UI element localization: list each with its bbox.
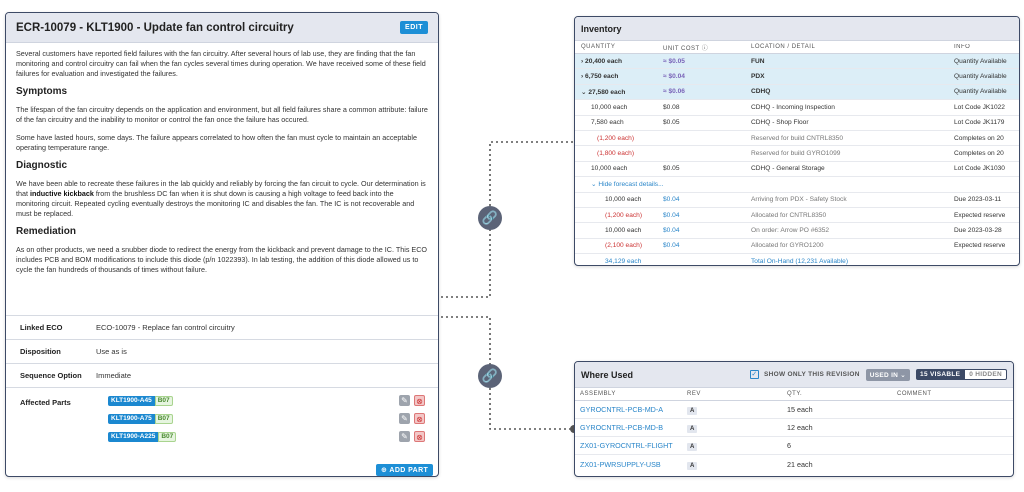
assembly-link[interactable]: GYROCNTRL-PCB-MD-A: [580, 405, 664, 414]
sequence-value: Immediate: [96, 371, 132, 380]
chevron-down-icon: ⌄: [900, 371, 907, 379]
ecr-meta: [6, 315, 438, 477]
assembly-link[interactable]: GYROCNTRL-PCB-MD-B: [580, 423, 664, 432]
symptoms-heading: Symptoms: [16, 86, 68, 97]
where-used-table-header: ASSEMBLY REV QTY. COMMENT: [575, 388, 1013, 401]
table-row: GYROCNTRL-PCB-MD-A A 15 each: [575, 401, 1013, 419]
symptoms-text: The lifespan of the fan circuitry depends on the application and environment, but all field failures share a common attribute: failure of the fan circuitry and the inability to monitor or control the fan once the failure has occured.: [16, 105, 428, 124]
assembly-link[interactable]: ZX01-GYROCNTRL-FLIGHT: [580, 441, 673, 450]
forecast-row: (2,100 each) $0.04 Allocated for GYRO1200 Expected reserve: [575, 239, 1019, 254]
diagnostic-text: We have been able to recreate these failures in the lab quickly and reliably by forcing the fan circuit to cycle. Our determination is that inductive kickback from the brushless DC fan when it is shut down is causing a high voltage to feed back into the monitoring circuit. Repeated cycling eventually destroys the monitoring IC and disables the fan. The IC is not recoverable and must be replaced.: [16, 179, 426, 218]
link-icon: 🔗: [478, 206, 502, 230]
inventory-row: (1,800 each) Reserved for build GYRO1099 Completes on 20: [575, 146, 1019, 161]
visible-count-toggle[interactable]: 15 VISABLE: [916, 369, 964, 380]
where-used-title: Where Used: [581, 369, 634, 380]
edit-icon[interactable]: ✎: [399, 431, 410, 442]
disposition-value: Use as is: [96, 347, 127, 356]
inventory-row[interactable]: ⌄ 27,580 each ≈ $0.06 CDHQ Quantity Available: [575, 85, 1019, 100]
inventory-row[interactable]: › 6,750 each ≈ $0.04 PDX Quantity Available: [575, 69, 1019, 84]
remediation-heading: Remediation: [16, 226, 77, 237]
edit-button[interactable]: EDIT: [400, 21, 428, 34]
where-used-header: [575, 362, 1013, 388]
intro-text: Several customers have reported field failures with the fan circuitry. After several hours of lab use, they are finding that the fan monitoring and control circuitry can fail when the fan cycles several times during operation. We have received some of these field failures for evaluation and investigated the failures.: [16, 49, 426, 78]
remove-icon[interactable]: ⊗: [414, 413, 425, 424]
table-row: GYROCNTRL-PCB-MD-B A 12 each: [575, 419, 1013, 437]
sequence-label: Sequence Option: [20, 371, 82, 380]
diagnostic-heading: Diagnostic: [16, 160, 68, 171]
part-tag[interactable]: KLT1900-A45 B07: [108, 396, 173, 406]
affected-parts: [6, 388, 438, 477]
inventory-row: 10,000 each $0.08 CDHQ - Incoming Inspection Lot Code JK1022: [575, 100, 1019, 115]
inventory-row: 7,580 each $0.05 CDHQ - Shop Floor Lot Code JK1179: [575, 116, 1019, 131]
edit-icon[interactable]: ✎: [399, 413, 410, 424]
where-used-card: [574, 361, 1014, 477]
chevron-down-icon: ⌄: [591, 181, 599, 189]
show-only-label: SHOW ONLY THIS REVISION: [763, 371, 860, 378]
plus-icon: ⊕: [381, 467, 390, 474]
hide-forecast-link[interactable]: ⌄ Hide forecast details...: [575, 177, 1019, 192]
part-tag[interactable]: KLT1900-A225 B07: [108, 432, 176, 442]
table-row: ZX01-GYROCNTRL-FLIGHT A 6: [575, 437, 1013, 455]
used-in-dropdown[interactable]: USED IN ⌄: [866, 369, 910, 381]
inventory-total-row: 34,129 each Total On-Hand (12,231 Available): [605, 258, 849, 266]
ecr-card: [5, 12, 439, 477]
chevron-down-icon: ⌄: [581, 88, 589, 96]
forecast-row: (1,200 each) $0.04 Allocated for CNTRL8350 Expected reserve: [575, 208, 1019, 223]
remediation-text: As on other products, we need a snubber diode to redirect the energy from the kickback and prevent damage to the IC. This ECO includes PCB and BOM modifications to include this diode (p/n 1022393). In lab testing, the addition of this diode allowed us to cycle the fan hundreds of thousands of times without failure.: [16, 245, 427, 274]
disposition-label: Disposition: [20, 347, 61, 356]
affected-parts-label: Affected Parts: [20, 398, 71, 407]
inventory-title: Inventory: [575, 17, 1019, 41]
inventory-row[interactable]: › 20,400 each ≈ $0.05 FUN Quantity Available: [575, 54, 1019, 69]
assembly-link[interactable]: ZX01-PWRSUPPLY-USB: [580, 459, 661, 469]
linked-eco-label: Linked ECO: [20, 323, 63, 332]
part-tag[interactable]: KLT1900-A75 B07: [108, 414, 173, 424]
chevron-right-icon: ›: [581, 73, 586, 81]
checkbox-show-only[interactable]: ✓: [751, 371, 758, 378]
symptoms-text-2: Some have lasted hours, some days. The failure appears correlated to how often the fan must cycle to maintain an acceptable operating temperature range.: [16, 133, 417, 152]
chevron-right-icon: ›: [581, 57, 586, 65]
inventory-row: (1,200 each) Reserved for build CNTRL8350 Completes on 20: [575, 131, 1019, 146]
inventory-row: 10,000 each $0.05 CDHQ - General Storage Lot Code JK1030: [575, 162, 1019, 177]
forecast-row: 10,000 each $0.04 On order: Arrow PO #6352 Due 2023-03-28: [575, 223, 1019, 238]
info-icon: ⓘ: [701, 45, 709, 52]
linked-eco-link[interactable]: ECO-10079 - Replace fan control circuitry: [96, 323, 235, 332]
link-icon: 🔗: [478, 364, 502, 388]
forecast-row: 10,000 each $0.04 Arriving from PDX - Safety Stock Due 2023-03-11: [575, 193, 1019, 208]
ecr-header: [6, 13, 438, 43]
ecr-description: [6, 43, 438, 275]
remove-icon[interactable]: ⊗: [414, 431, 425, 442]
hidden-count-toggle[interactable]: 0 HIDDEN: [964, 369, 1007, 380]
table-row: ZX01-PWRSUPPLY-USB A 21 each: [575, 455, 1013, 473]
inventory-card: [574, 16, 1020, 266]
ecr-title: ECR-10079 - KLT1900 - Update fan control circuitry: [16, 21, 294, 34]
add-part-button[interactable]: ⊕ ADD PART: [376, 464, 433, 476]
edit-icon[interactable]: ✎: [399, 395, 410, 406]
remove-icon[interactable]: ⊗: [414, 395, 425, 406]
inventory-header: QUANTITY UNIT COST ⓘ LOCATION / DETAIL INFO: [575, 41, 1019, 54]
